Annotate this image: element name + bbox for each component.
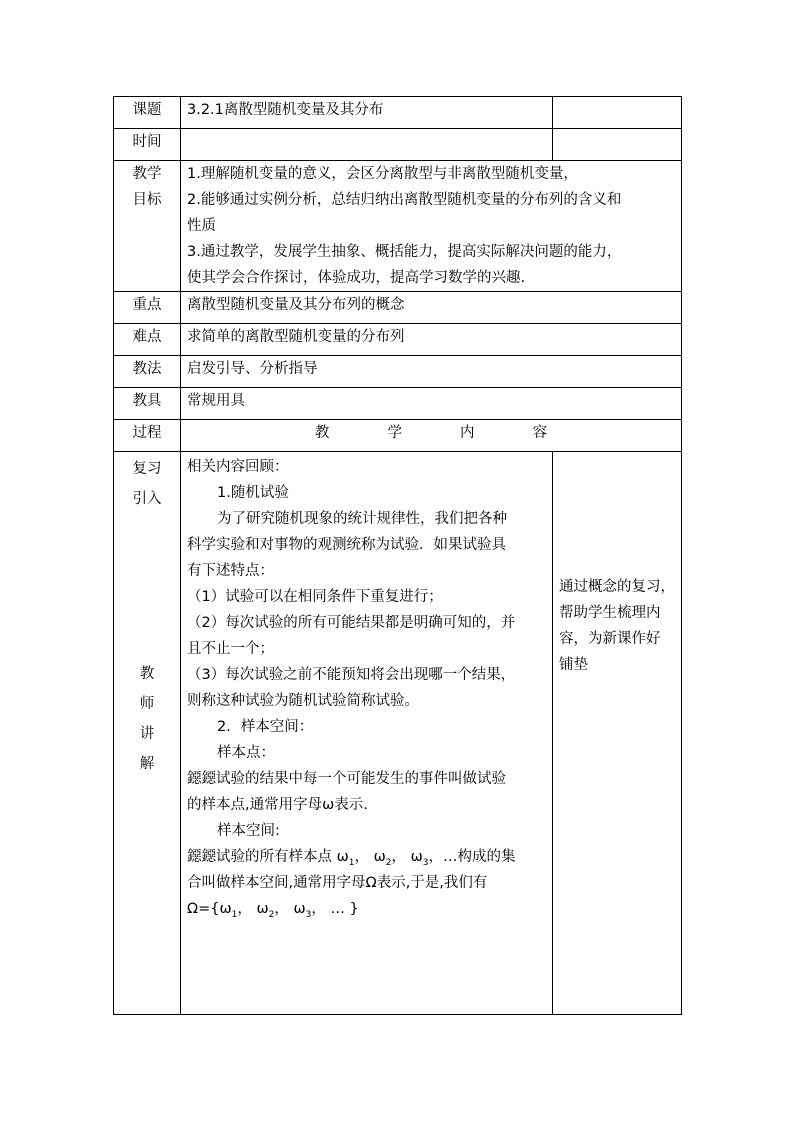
paragraph-line: 科学实验和对事物的观测统称为试验．如果试验具 <box>187 537 506 553</box>
content-header-char: 容 <box>532 425 548 441</box>
formula-line <box>187 844 548 870</box>
subheading-sample-point: 样本点： <box>217 745 275 761</box>
method-row <box>114 356 682 388</box>
main-content <box>181 452 553 1015</box>
section-heading-2: 2．样本空间： <box>217 719 314 735</box>
formula-text: ， … } <box>311 901 359 917</box>
tools-value: 常规用具 <box>181 388 682 420</box>
key-value: 离散型随机变量及其分布列的概念 <box>181 292 682 324</box>
side-teacher-char: 讲 <box>139 726 155 742</box>
time-value <box>181 129 553 161</box>
goal-line: 1.理解随机变量的意义，会区分离散型与非离散型随机变量， <box>187 166 578 182</box>
tools-label: 教具 <box>114 388 181 420</box>
formula-text: ， ω <box>274 901 306 917</box>
review-heading: 相关内容回顾： <box>187 459 289 475</box>
main-row <box>114 452 682 1015</box>
formula-subscript: 1 <box>231 909 238 920</box>
key-label: 重点 <box>114 292 181 324</box>
tools-row <box>114 388 682 420</box>
process-row <box>114 420 682 452</box>
paragraph-line: 为了研究随机现象的统计规律性，我们把各种 <box>217 511 507 527</box>
formula-text: ，…构成的集 <box>428 849 516 865</box>
goal-line: 使其学会合作探讨，体验成功，提高学习数学的兴趣. <box>187 270 526 286</box>
lesson-plan-table <box>113 96 682 1015</box>
formula-subscript: 2 <box>268 909 275 920</box>
feature-line: （1）试验可以在相同条件下重复进行； <box>187 589 443 605</box>
process-label: 过程 <box>114 420 181 452</box>
difficulty-value: 求简单的离散型随机变量的分布列 <box>181 324 682 356</box>
key-row <box>114 292 682 324</box>
formula-text: ， ω <box>237 901 269 917</box>
feature-line: （2）每次试验的所有可能结果都是明确可知的，并 <box>187 615 516 631</box>
feature-line: （3）每次试验之前不能预知将会出现哪一个结果， <box>187 667 516 683</box>
side-review-2: 引入 <box>132 491 162 507</box>
formula-text: 鐚鐚试验的所有样本点 ω <box>187 849 349 865</box>
paragraph-line: 有下述特点： <box>187 563 274 579</box>
method-label: 教法 <box>114 356 181 388</box>
content-header-char: 内 <box>460 425 475 441</box>
topic-row <box>114 97 682 129</box>
time-extra-cell <box>553 129 682 161</box>
side-teacher-char: 师 <box>139 696 155 712</box>
paragraph-line: 鐚鐚试验的结果中每一个可能发生的事件叫做试验 <box>187 771 506 787</box>
formula-text: ， ω <box>354 849 386 865</box>
formula-subscript: 3 <box>422 857 429 868</box>
topic-label: 课题 <box>114 97 181 129</box>
side-teacher-char: 解 <box>139 756 155 772</box>
paragraph-line: 的样本点,通常用字母ω表示. <box>187 797 368 813</box>
goals-row <box>114 161 682 292</box>
content-header-char: 教 <box>314 425 330 441</box>
side-teacher-char: 教 <box>139 666 155 682</box>
section-heading-1: 1.随机试验 <box>217 485 289 501</box>
goals-label-line-2: 目标 <box>132 192 162 208</box>
goal-line: 性质 <box>187 218 216 234</box>
goals-label-line-1: 教学 <box>132 166 162 182</box>
paragraph-line: 合叫做样本空间,通常用字母Ω表示,于是,我们有 <box>187 875 488 891</box>
feature-line: 且不止一个； <box>187 641 274 657</box>
feature-line: 则称这种试验为随机试验简称试验。 <box>187 693 419 709</box>
content-header <box>181 420 682 452</box>
main-note <box>553 452 682 1015</box>
formula-subscript: 2 <box>385 857 392 868</box>
formula-text: ， ω <box>391 849 423 865</box>
subheading-sample-space: 样本空间: <box>217 823 280 839</box>
content-header-char: 学 <box>387 425 402 441</box>
note-line: 帮助学生梳理内 <box>559 605 661 621</box>
side-review-1: 复习 <box>132 461 162 477</box>
time-row <box>114 129 682 161</box>
topic-extra-cell <box>553 97 682 129</box>
goal-line: 2.能够通过实例分析，总结归纳出离散型随机变量的分布列的含义和 <box>187 192 622 208</box>
note-line: 容，为新课作好 <box>559 631 661 647</box>
formula-text: Ω={ω <box>187 901 232 917</box>
goals-content <box>181 161 682 292</box>
formula-line <box>187 896 548 922</box>
goal-line: 3.通过教学，发展学生抽象、概括能力，提高实际解决问题的能力， <box>187 244 622 260</box>
topic-value: 3.2.1离散型随机变量及其分布 <box>181 97 553 129</box>
goals-label <box>114 161 181 292</box>
difficulty-label: 难点 <box>114 324 181 356</box>
note-line: 通过概念的复习， <box>559 579 675 595</box>
formula-subscript: 1 <box>348 857 355 868</box>
note-line: 铺垫 <box>559 657 588 673</box>
formula-subscript: 3 <box>305 909 312 920</box>
time-label: 时间 <box>114 129 181 161</box>
difficulty-row <box>114 324 682 356</box>
main-side-label <box>114 452 181 1015</box>
method-value: 启发引导、分析指导 <box>181 356 682 388</box>
